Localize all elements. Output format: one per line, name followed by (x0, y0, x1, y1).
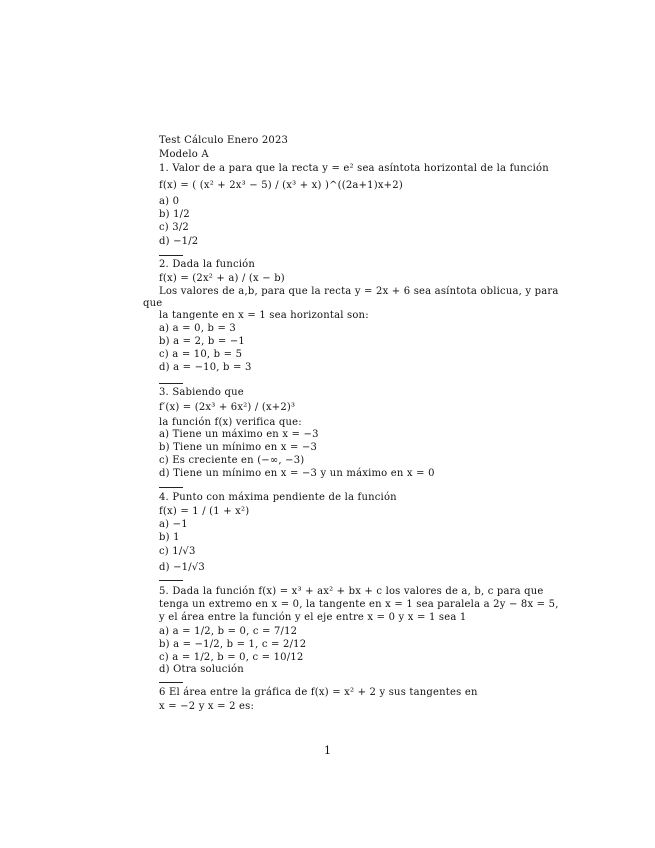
option-c: c) a = 1/2, b = 0, c = 10/12 (159, 652, 304, 663)
formula: f′(x) = (2x³ + 6x²) / (x+2)³ (159, 402, 296, 413)
option-c: c) a = 10, b = 5 (159, 349, 243, 360)
option-b: b) Tiene un mínimo en x = −3 (159, 442, 318, 453)
option-d: d) −1/√3 (159, 562, 205, 573)
option-a: a) a = 0, b = 3 (159, 323, 236, 334)
option-b: b) 1/2 (159, 209, 190, 220)
exam-title: Test Cálculo Enero 2023 (159, 135, 289, 146)
option-d: d) a = −10, b = 3 (159, 362, 252, 373)
question-text: la tangente en x = 1 sea horizontal son: (159, 310, 369, 321)
option-b: b) 1 (159, 532, 180, 543)
option-c: c) Es creciente en (−∞, −3) (159, 455, 305, 466)
formula: f(x) = 1 / (1 + x²) (159, 506, 250, 517)
separator (159, 682, 183, 683)
formula: f(x) = (2x² + a) / (x − b) (159, 273, 285, 284)
question-text: x = −2 y x = 2 es: (159, 701, 255, 712)
question-text: tenga un extremo en x = 0, la tangente en x = 1 sea paralela a 2y − 8x = 5, (159, 599, 559, 610)
question-text: que (143, 298, 163, 309)
question-text: 5. Dada la función f(x) = x³ + ax² + bx + c los valores de a, b, c para que (159, 586, 544, 597)
question-text: 3. Sabiendo que (159, 387, 244, 398)
separator (159, 487, 183, 488)
option-c: c) 3/2 (159, 222, 189, 233)
separator (159, 383, 183, 384)
option-a: a) 0 (159, 196, 180, 207)
separator (159, 580, 183, 581)
question-text: Los valores de a,b, para que la recta y = 2x + 6 sea asíntota oblicua, y para (159, 286, 559, 297)
page-number: 1 (324, 744, 331, 757)
question-text: 6 El área entre la gráfica de f(x) = x² + 2 y sus tangentes en (159, 687, 478, 698)
separator (159, 255, 183, 256)
question-text: 4. Punto con máxima pendiente de la función (159, 492, 397, 503)
question-text: la función f(x) verifica que: (159, 417, 302, 428)
formula: f(x) = ( (x² + 2x³ − 5) / (x³ + x) )^((2a+1)x+2) (159, 180, 403, 191)
option-b: b) a = −1/2, b = 1, c = 2/12 (159, 639, 307, 650)
option-b: b) a = 2, b = −1 (159, 336, 245, 347)
question-text: 1. Valor de a para que la recta y = e² sea asíntota horizontal de la función (159, 163, 549, 174)
question-text: y el área entre la función y el eje entre x = 0 y x = 1 sea 1 (159, 612, 467, 623)
option-a: a) −1 (159, 519, 188, 530)
option-a: a) a = 1/2, b = 0, c = 7/12 (159, 626, 298, 637)
option-a: a) Tiene un máximo en x = −3 (159, 429, 319, 440)
exam-model: Modelo A (159, 149, 209, 160)
option-c: c) 1/√3 (159, 546, 196, 557)
option-d: d) Tiene un mínimo en x = −3 y un máximo en x = 0 (159, 468, 435, 479)
option-d: d) −1/2 (159, 236, 199, 247)
question-text: 2. Dada la función (159, 259, 256, 270)
option-d: d) Otra solución (159, 664, 244, 675)
